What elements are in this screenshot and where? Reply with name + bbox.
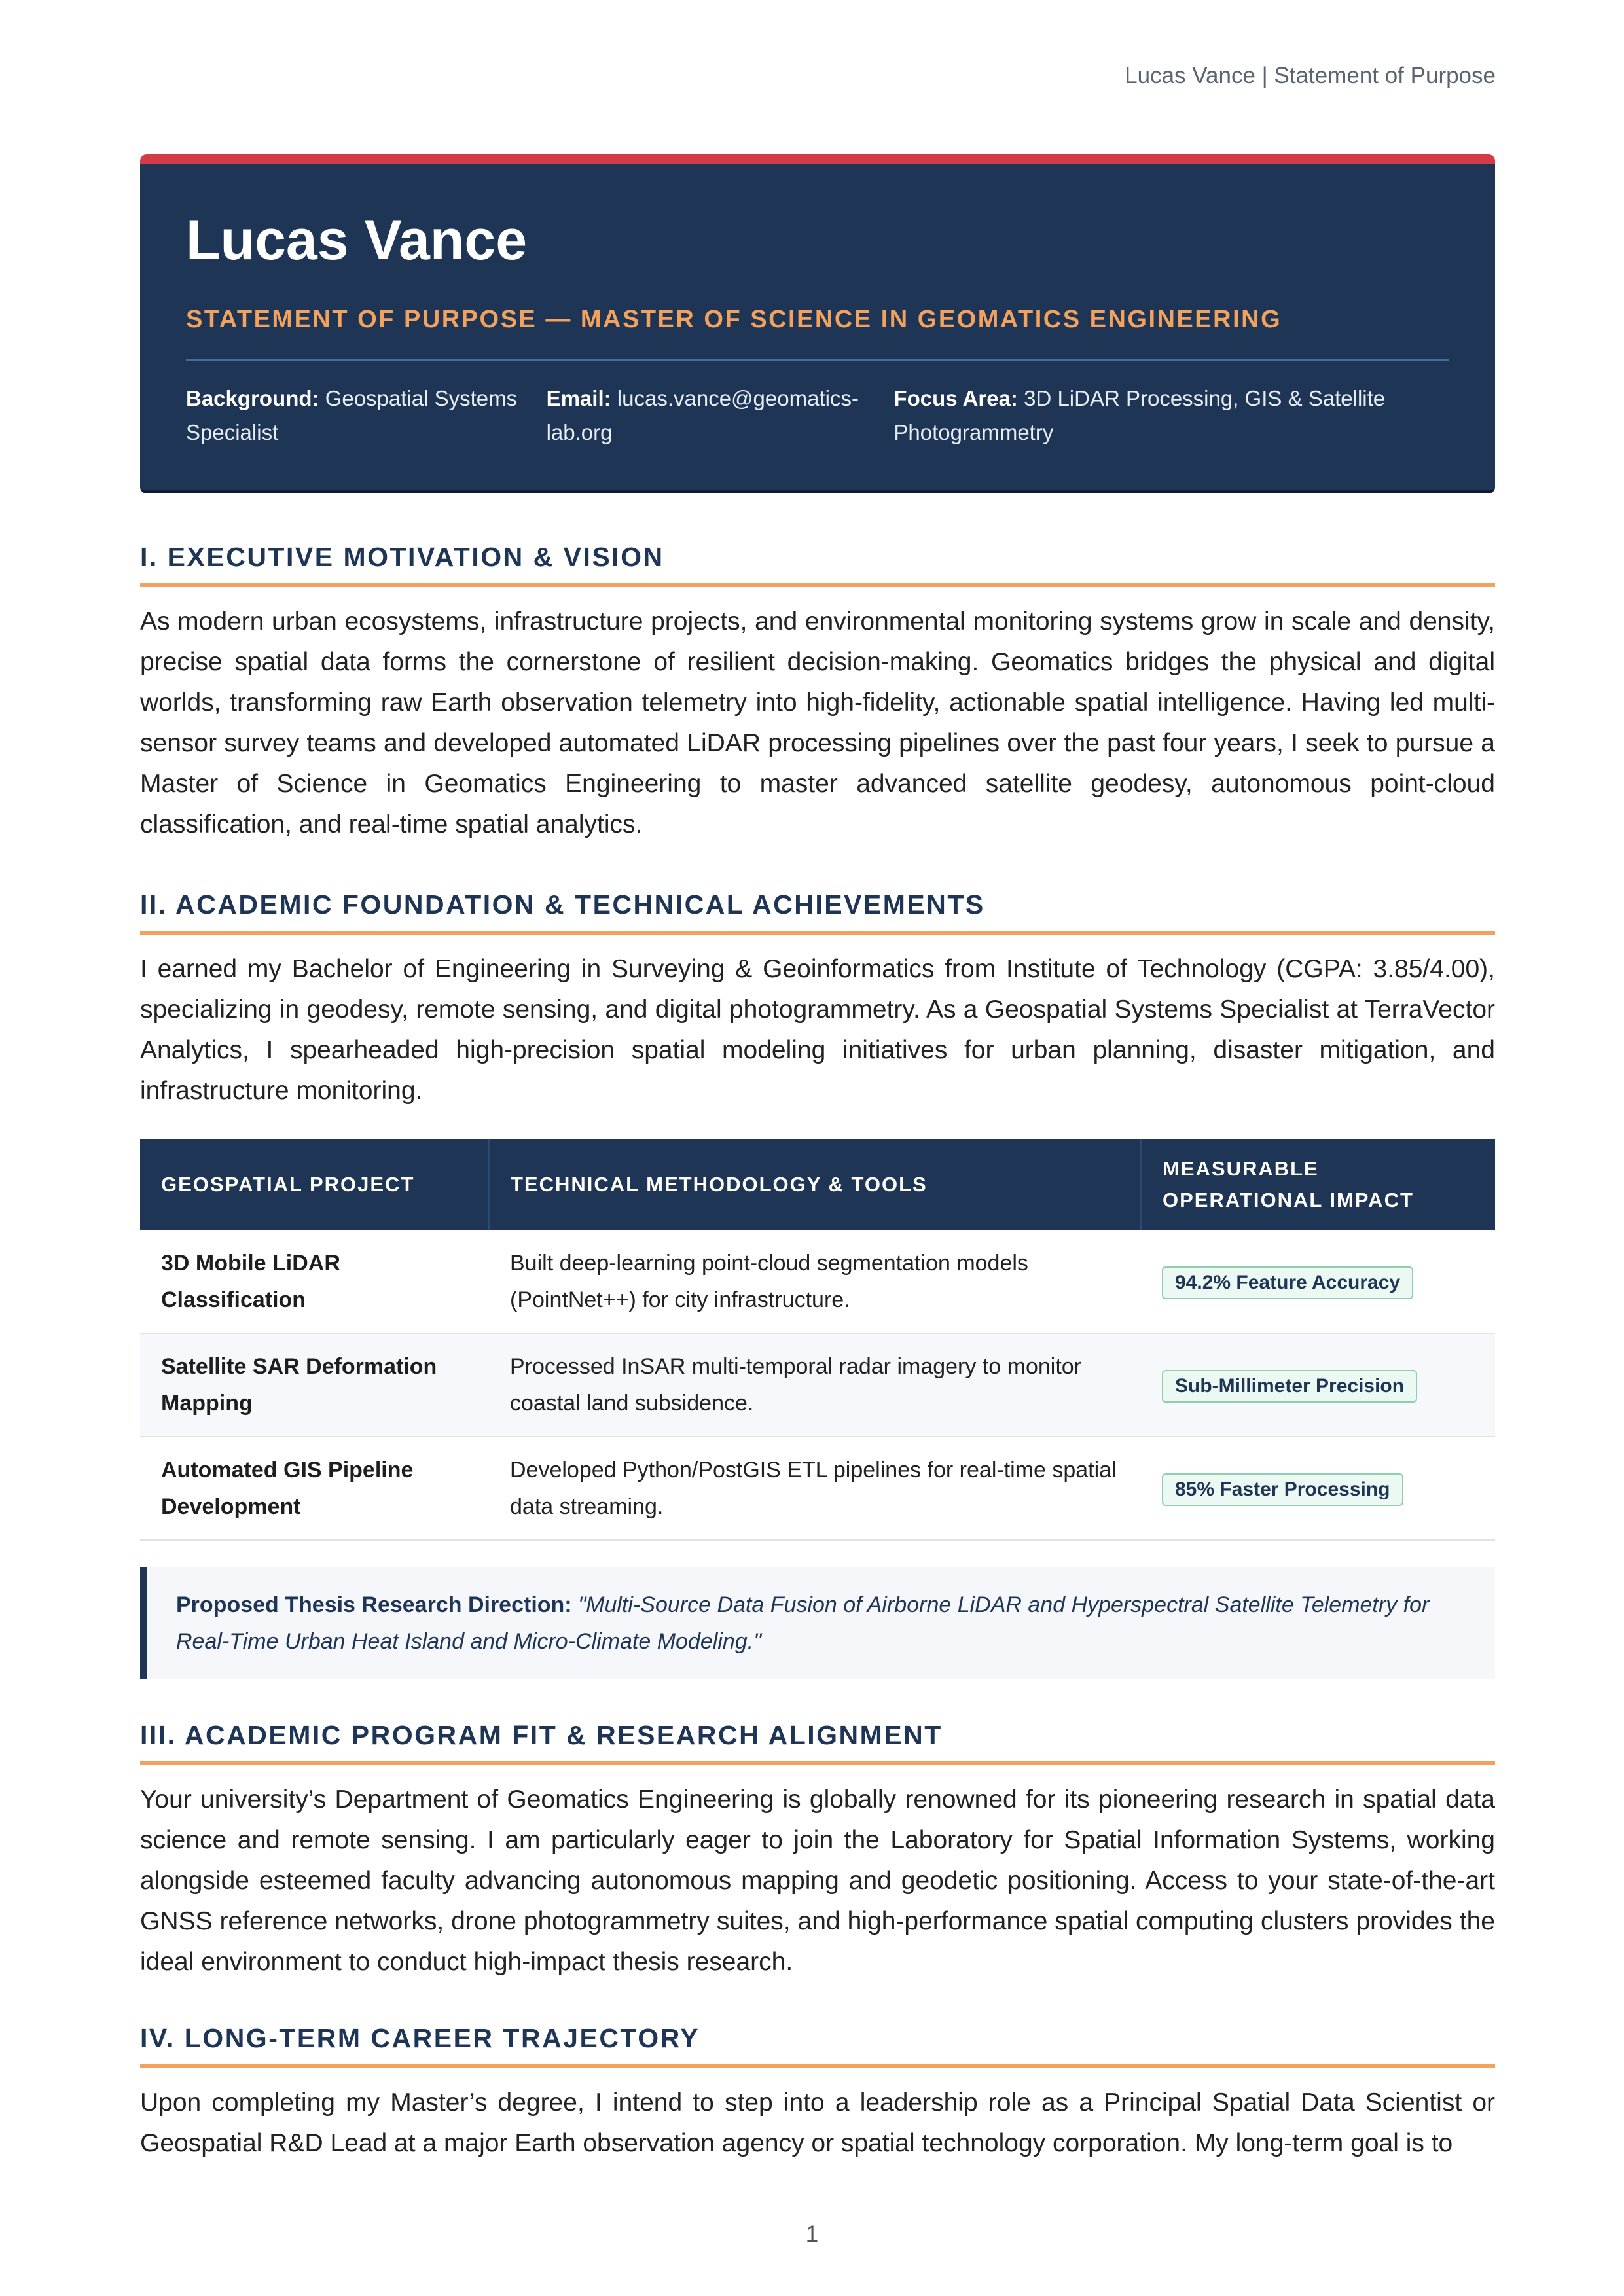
section-body-career: Upon completing my Master’s degree, I intend to step into a leadership role as a Principal Spatial Data Scientist or Geospatial R&D Lead at a major Earth observation agency or spatial technology corporation. My long-term goal is to — [140, 2088, 1495, 2157]
column-header-methodology: TECHNICAL METHODOLOGY & TOOLS — [489, 1139, 1141, 1230]
meta-email — [547, 382, 894, 450]
page-number: 1 — [805, 2221, 819, 2247]
email-label: Email: — [546, 386, 611, 410]
thesis-label: Proposed Thesis Research Direction: — [176, 1592, 572, 1617]
table-row — [140, 1437, 1495, 1540]
impact-cell — [1141, 1333, 1495, 1437]
column-header-impact: MEASURABLE OPERATIONAL IMPACT — [1141, 1139, 1495, 1230]
document-body — [140, 154, 1495, 2164]
project-name: 3D Mobile LiDAR Classification — [140, 1230, 489, 1333]
focus-value: 3D LiDAR Processing, GIS & Satellite Photogrammetry — [893, 386, 1386, 444]
impact-cell — [1141, 1230, 1495, 1333]
thesis-text: "Multi-Source Data Fusion of Airborne LiDAR and Hyperspectral Satellite Telemetry for Real-Time Urban Heat Island and Micro-Climate Modeling." — [176, 1592, 1430, 1654]
impact-cell — [1141, 1437, 1495, 1540]
document-subtitle: STATEMENT OF PURPOSE — MASTER OF SCIENCE IN GEOMATICS ENGINEERING — [186, 305, 1282, 333]
impact-badge: Sub-Millimeter Precision — [1162, 1370, 1417, 1403]
project-name: Automated GIS Pipeline Development — [140, 1437, 489, 1540]
meta-focus-area — [893, 382, 1449, 450]
applicant-name: Lucas Vance — [186, 209, 528, 272]
email-value: lucas.vance@geomatics-lab.org — [546, 386, 859, 444]
background-label: Background: — [186, 386, 319, 410]
impact-badge: 94.2% Feature Accuracy — [1162, 1266, 1413, 1299]
impact-badge: 85% Faster Processing — [1162, 1473, 1403, 1506]
table-header-row — [140, 1139, 1495, 1230]
project-method: Built deep-learning point-cloud segmentation models (PointNet++) for city infrastructure. — [489, 1230, 1141, 1333]
section-title-program-fit: III. ACADEMIC PROGRAM FIT & RESEARCH ALIGNMENT — [140, 1720, 1495, 1765]
applicant-meta — [186, 382, 1449, 450]
section-title-career: IV. LONG-TERM CAREER TRAJECTORY — [140, 2023, 1495, 2068]
section-body-motivation: As modern urban ecosystems, infrastructure projects, and environmental monitoring systems grow in scale and density, precise spatial data forms the cornerstone of resilient decision-making. Geomatics bridges the physical and digital worlds, transforming raw Earth observation telemetry into high-fidelity, actionable spatial intelligence. Having led multi-sensor survey teams and developed automated LiDAR processing pipelines over the past four years, I seek to pursue a Master of Science in Geomatics Engineering to master advanced satellite geodesy, autonomous point-cloud classification, and real-time spatial analytics. — [140, 607, 1495, 838]
table-row — [140, 1230, 1495, 1333]
meta-background — [186, 382, 547, 450]
focus-label: Focus Area: — [893, 386, 1018, 410]
project-name: Satellite SAR Deformation Mapping — [140, 1333, 489, 1437]
section-body-academic: I earned my Bachelor of Engineering in Surveying & Geoinformatics from Institute of Technology (CGPA: 3.85/4.00), specializing in geodesy, remote sensing, and digital photogrammetry. As a Geospatial Systems Specialist at TerraVector Analytics, I spearheaded high-precision spatial modeling initiatives for urban planning, disaster mitigation, and infrastructure monitoring. — [140, 954, 1495, 1105]
project-method: Developed Python/PostGIS ETL pipelines for real-time spatial data streaming. — [489, 1437, 1141, 1540]
background-value: Geospatial Systems Specialist — [186, 386, 518, 444]
table-row — [140, 1333, 1495, 1437]
column-header-project: GEOSPATIAL PROJECT — [140, 1139, 489, 1230]
section-body-program-fit: Your university’s Department of Geomatics Engineering is globally renowned for its pioneering research in spatial data science and remote sensing. I am particularly eager to join the Laboratory for Spatial Information Systems, working alongside esteemed faculty advancing autonomous mapping and geodetic positioning. Access to your state-of-the-art GNSS reference networks, drone photogrammetry suites, and high-performance spatial computing clusters provides the ideal environment to conduct high-impact thesis research. — [140, 1785, 1495, 1976]
banner-divider — [186, 359, 1449, 361]
section-title-academic: II. ACADEMIC FOUNDATION & TECHNICAL ACHIEVEMENTS — [140, 889, 1495, 935]
projects-table — [140, 1139, 1495, 1541]
header-banner — [140, 154, 1495, 493]
project-method: Processed InSAR multi-temporal radar imagery to monitor coastal land subsidence. — [489, 1333, 1141, 1437]
thesis-callout — [140, 1567, 1495, 1679]
section-title-motivation: I. EXECUTIVE MOTIVATION & VISION — [140, 542, 1495, 587]
running-header: Lucas Vance | Statement of Purpose — [1125, 63, 1496, 88]
